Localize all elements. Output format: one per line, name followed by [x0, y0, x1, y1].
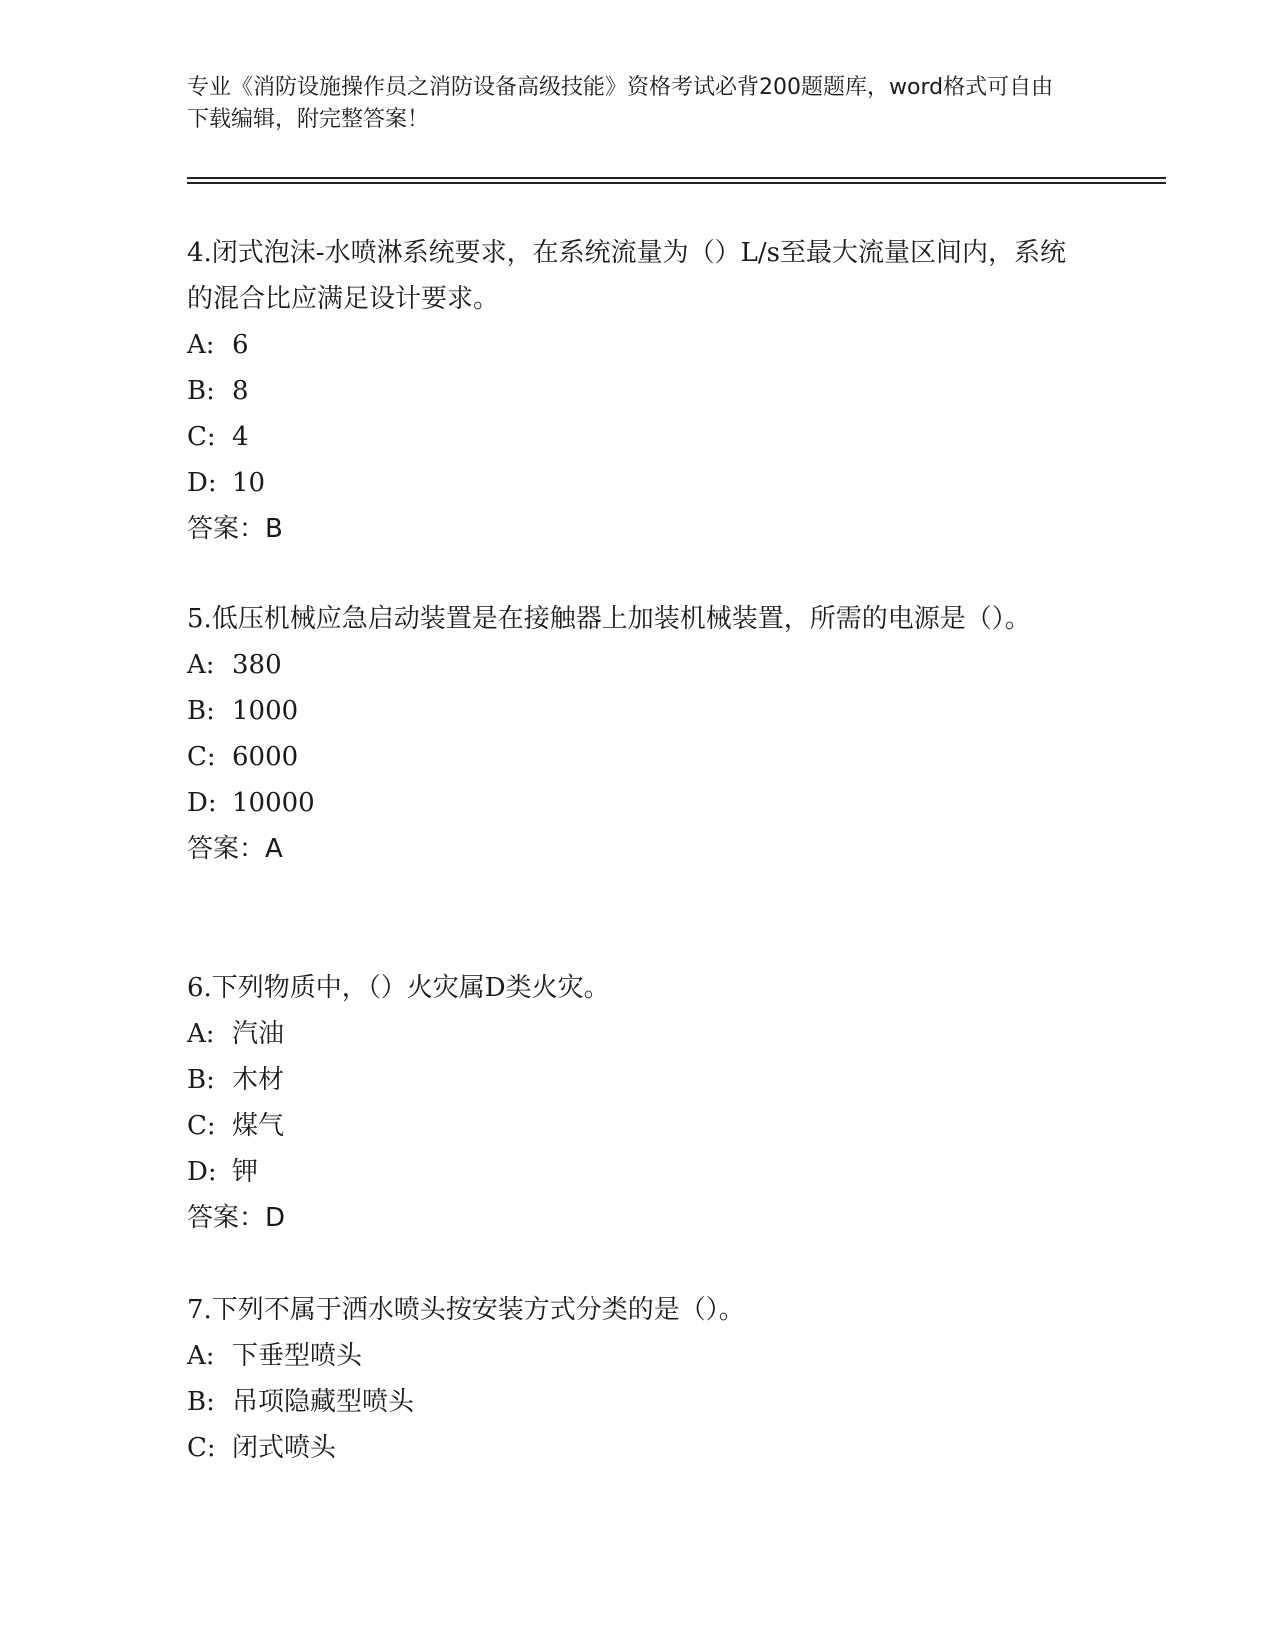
- option-text: 10: [232, 468, 266, 498]
- option-d: [187, 460, 1067, 506]
- header-divider-top: [187, 177, 1166, 179]
- option-b: [187, 1057, 1067, 1103]
- option-d: [187, 780, 1067, 826]
- option-text: 4: [232, 422, 249, 452]
- document-header: 专业《消防设施操作员之消防设备高级技能》资格考试必背200题题库，word格式可自由下载编辑，附完整答案！: [187, 75, 1054, 132]
- answer: 答案：B: [187, 514, 283, 544]
- option-text: 钾: [232, 1157, 259, 1187]
- option-a: [187, 642, 1067, 688]
- option-label: D:: [187, 468, 217, 498]
- option-text: 1000: [232, 696, 299, 726]
- question-6: [187, 965, 1067, 1241]
- option-d: [187, 1149, 1067, 1195]
- option-text: 闭式喷头: [232, 1433, 337, 1463]
- question-7: [187, 1287, 1067, 1471]
- option-text: 6: [232, 330, 249, 360]
- option-text: 8: [232, 376, 249, 406]
- header-divider-bottom: [187, 182, 1166, 184]
- option-a: [187, 1011, 1067, 1057]
- option-label: B:: [187, 696, 215, 726]
- question-stem: 6.下列物质中，（）火灾属D类火灾。: [187, 973, 610, 1003]
- option-label: B:: [187, 1065, 215, 1095]
- option-label: B:: [187, 1387, 215, 1417]
- option-a: [187, 322, 1067, 368]
- question-4: [187, 230, 1067, 552]
- option-label: C:: [187, 1433, 216, 1463]
- option-label: A:: [187, 1341, 215, 1371]
- option-a: [187, 1333, 1067, 1379]
- question-stem: 5.低压机械应急启动装置是在接触器上加装机械装置，所需的电源是（）。: [187, 604, 1031, 634]
- option-label: A:: [187, 650, 215, 680]
- question-5: [187, 596, 1067, 872]
- answer: 答案：D: [187, 1203, 286, 1233]
- option-b: [187, 1379, 1067, 1425]
- option-c: [187, 1425, 1067, 1471]
- option-c: [187, 734, 1067, 780]
- option-label: C:: [187, 742, 216, 772]
- option-text: 吊项隐藏型喷头: [232, 1387, 415, 1417]
- answer: 答案：A: [187, 834, 283, 864]
- option-text: 煤气: [232, 1111, 285, 1141]
- option-text: 汽油: [232, 1019, 285, 1049]
- option-label: B:: [187, 376, 215, 406]
- question-stem: 4.闭式泡沫-水喷淋系统要求，在系统流量为（）L/s至最大流量区间内，系统的混合比应满足设计要求。: [187, 238, 1066, 314]
- option-label: C:: [187, 422, 216, 452]
- option-b: [187, 368, 1067, 414]
- option-c: [187, 414, 1067, 460]
- option-text: 10000: [232, 788, 315, 818]
- option-label: C:: [187, 1111, 216, 1141]
- option-text: 380: [232, 650, 282, 680]
- option-label: A:: [187, 330, 215, 360]
- option-text: 木材: [232, 1065, 285, 1095]
- option-label: D:: [187, 1157, 217, 1187]
- option-label: D:: [187, 788, 217, 818]
- option-text: 6000: [232, 742, 299, 772]
- option-c: [187, 1103, 1067, 1149]
- option-text: 下垂型喷头: [232, 1341, 363, 1371]
- option-b: [187, 688, 1067, 734]
- question-stem: 7.下列不属于洒水喷头按安装方式分类的是（）。: [187, 1295, 745, 1325]
- option-label: A:: [187, 1019, 215, 1049]
